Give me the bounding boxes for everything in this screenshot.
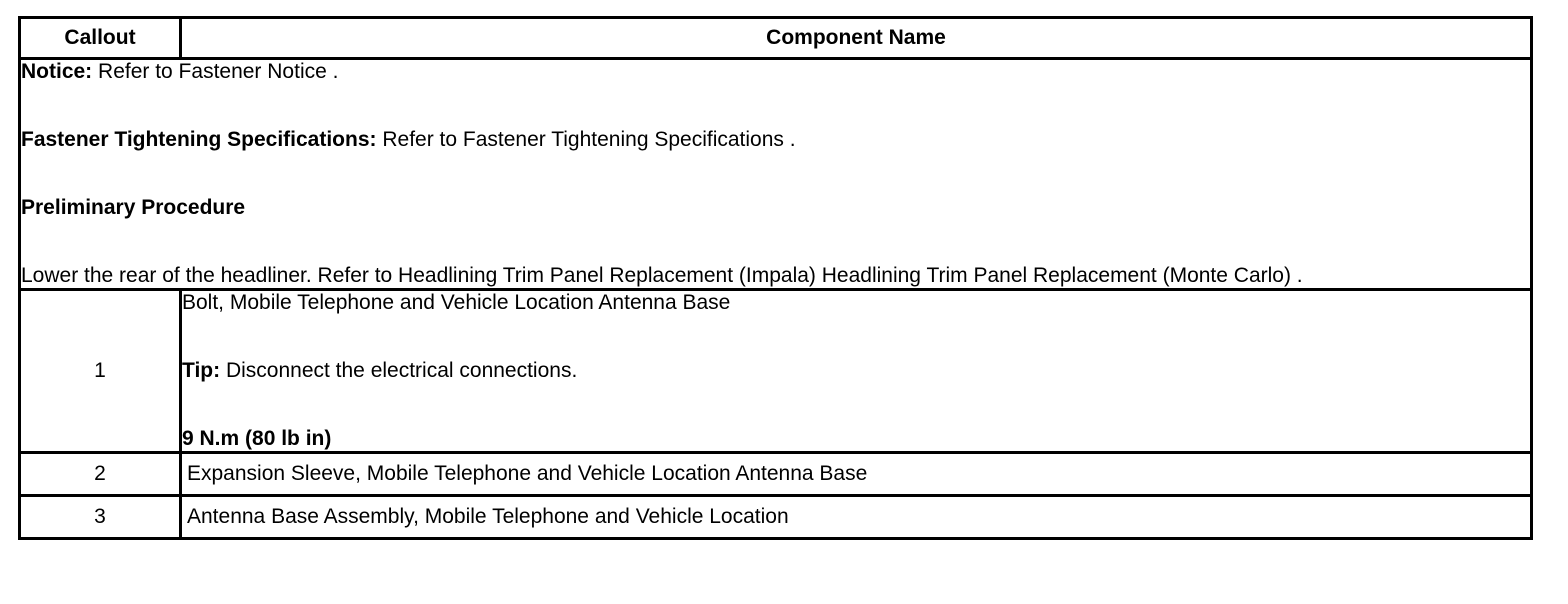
notice-text: Refer to Fastener Notice .: [92, 60, 339, 83]
spec-line: [21, 128, 1530, 152]
table-row: [20, 496, 1532, 539]
preliminary-procedure-text: Lower the rear of the headliner. Refer to Headlining Trim Panel Replacement (Impala) Headlining Trim Panel Replacement (Monte Carlo) .: [21, 264, 1303, 287]
notice-line: [21, 60, 1530, 84]
tip-line: [182, 359, 1530, 383]
torque-spec: 9 N.m (80 lb in): [182, 427, 332, 450]
component-name-header: Component Name: [181, 18, 1532, 59]
spacer: [21, 84, 1530, 128]
component-name: Expansion Sleeve, Mobile Telephone and Vehicle Location Antenna Base: [181, 453, 1532, 496]
table-row: [20, 290, 1532, 453]
spacer: [21, 152, 1530, 196]
callout-header: Callout: [20, 18, 181, 59]
component-table: [18, 16, 1533, 540]
table-row: [20, 453, 1532, 496]
notes-row: [20, 59, 1532, 290]
callout-cell: 2: [20, 453, 181, 496]
tip-label: Tip:: [182, 359, 221, 382]
notes-cell: [20, 59, 1532, 290]
callout-cell: 1: [20, 290, 181, 453]
tip-text: Disconnect the electrical connections.: [220, 359, 578, 382]
spacer: [182, 315, 1530, 359]
notice-label: Notice:: [21, 60, 93, 83]
component-name: Bolt, Mobile Telephone and Vehicle Location Antenna Base: [182, 291, 731, 314]
spacer: [21, 220, 1530, 264]
spec-text: Refer to Fastener Tightening Specifications .: [376, 128, 796, 151]
preliminary-procedure-heading: Preliminary Procedure: [21, 196, 246, 219]
header-row: [20, 18, 1532, 59]
spec-label: Fastener Tightening Specifications:: [21, 128, 377, 151]
component-cell: [181, 290, 1532, 453]
callout-cell: 3: [20, 496, 181, 539]
component-name: Antenna Base Assembly, Mobile Telephone and Vehicle Location: [181, 496, 1532, 539]
spacer: [182, 383, 1530, 427]
